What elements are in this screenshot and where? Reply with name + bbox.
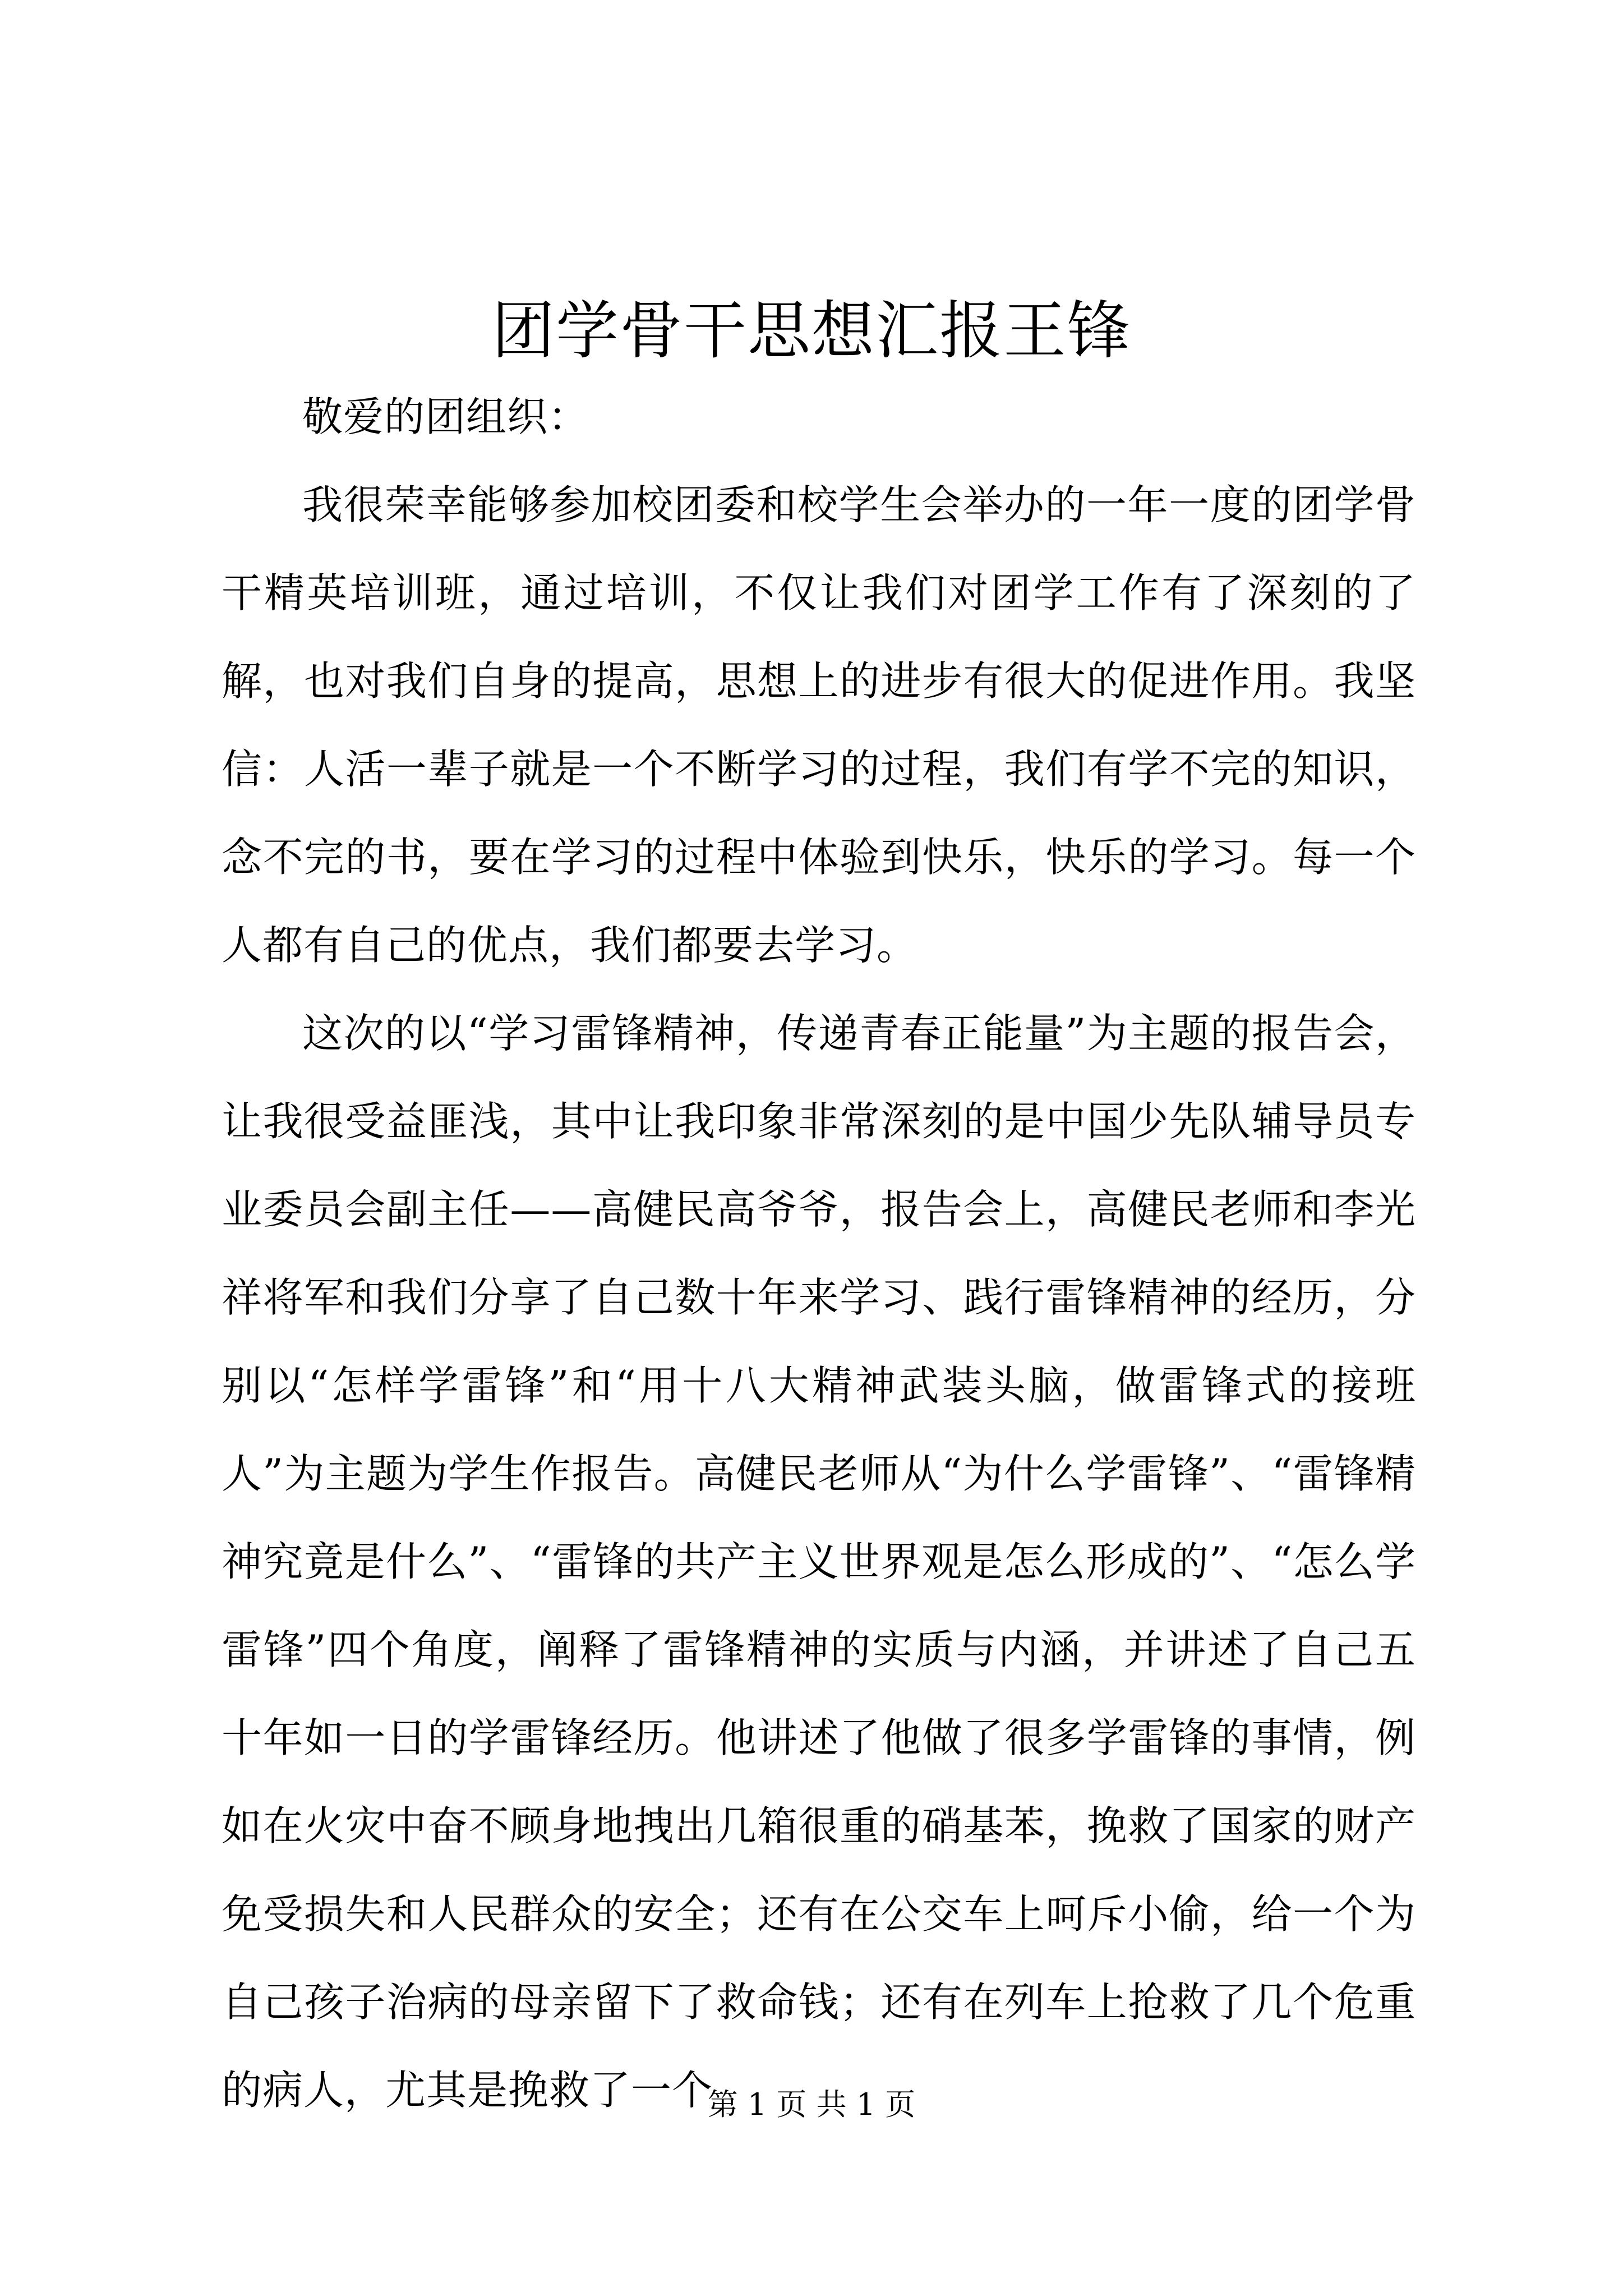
paragraph: 我很荣幸能够参加校团委和校学生会举办的一年一度的团学骨干精英培训班，通过培训，不仅让我们对团学工作有了深刻的了解，也对我们自身的提高，思想上的进步有很大的促进作用。我坚信：人活一辈子就是一个不断学习的过程，我们有学不完的知识，念不完的书，要在学习的过程中体验到快乐，快乐的学习。每一个人都有自己的优点，我们都要去学习。	[222, 481, 1416, 969]
salutation: 敬爱的团组织：	[302, 393, 589, 440]
document-title: 团学骨干思想汇报王锋	[492, 295, 1131, 367]
page-number-footer: 第 1 页 共 1 页	[707, 2087, 916, 2122]
paragraph: 这次的以“学习雷锋精神，传递青春正能量”为主题的报告会，让我很受益匪浅，其中让我印象非常深刻的是中国少先队辅导员专业委员会副主任——高健民高爷爷，报告会上，高健民老师和李光祥将军和我们分享了自己数十年来学习、践行雷锋精神的经历，分别以“怎样学雷锋”和“用十八大精神武装头脑，做雷锋式的接班人”为主题为学生作报告。高健民老师从“为什么学雷锋”、“雷锋精神究竟是什么”、“雷锋的共产主义世界观是怎么形成的”、“怎么学雷锋”四个角度，阐释了雷锋精神的实质与内涵，并讲述了自己五十年如一日的学雷锋经历。他讲述了他做了很多学雷锋的事情，例如在火灾中奋不顾身地拽出几箱很重的硝基苯，挽救了国家的财产免受损失和人民群众的安全；还有在公交车上呵斥小偷，给一个为自己孩子治病的母亲留下了救命钱；还有在列车上抢救了几个危重的病人，尤其是挽救了一个	[222, 1010, 1416, 2114]
document-body	[222, 373, 1416, 2134]
